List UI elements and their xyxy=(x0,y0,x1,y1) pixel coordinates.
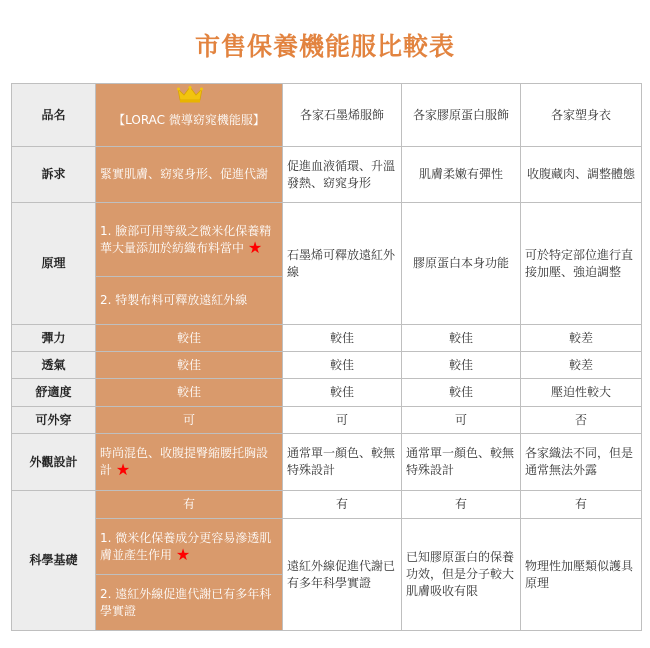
cell-comfort-lorac: 較佳 xyxy=(96,379,283,407)
cell-elasticity-shapewear: 較差 xyxy=(521,325,642,352)
row-elasticity xyxy=(12,325,642,352)
row-science-b xyxy=(12,519,642,575)
science-lorac-1-text: 1. 微米化保養成分更容易滲透肌膚並產生作用 xyxy=(100,530,272,562)
star-icon: ★ xyxy=(175,544,191,564)
cell-elasticity-lorac: 較佳 xyxy=(96,325,283,352)
page-title: 市售保養機能服比較表 xyxy=(194,32,455,61)
cell-science-lorac-2: 2. 遠紅外線促進代謝已有多年科學實證 xyxy=(96,575,283,631)
row-label-science: 科學基礎 xyxy=(12,491,96,631)
cell-appeal-lorac: 緊實肌膚、窈窕身形、促進代謝 xyxy=(96,147,283,203)
cell-science-graphene-has: 有 xyxy=(283,491,402,519)
cell-breath-lorac: 較佳 xyxy=(96,352,283,379)
cell-science-collagen: 已知膠原蛋白的保養功效，但是分子較大肌膚吸收有限 xyxy=(402,519,521,631)
cell-appeal-graphene: 促進血液循環、升溫發熱、窈窕身形 xyxy=(283,147,402,203)
row-appeal xyxy=(12,147,642,203)
cell-principle-shapewear: 可於特定部位進行直接加壓、強迫調整 xyxy=(521,203,642,325)
cell-principle-lorac-2: 2. 特製布料可釋放遠紅外線 xyxy=(96,277,283,325)
cell-breath-shapewear: 較差 xyxy=(521,352,642,379)
comparison-table xyxy=(11,83,642,631)
crown-icon xyxy=(177,86,203,103)
row-label-elasticity: 彈力 xyxy=(12,325,96,352)
col-header-lorac: 【LORAC 微導窈窕機能服】 xyxy=(96,84,283,147)
col-header-graphene: 各家石墨烯服飾 xyxy=(283,84,402,147)
cell-comfort-graphene: 較佳 xyxy=(283,379,402,407)
cell-science-lorac-has: 有 xyxy=(96,491,283,519)
cell-appeal-shapewear: 收腹藏肉、調整體態 xyxy=(521,147,642,203)
cell-science-collagen-has: 有 xyxy=(402,491,521,519)
star-icon: ★ xyxy=(247,237,263,257)
cell-appeal-collagen: 肌膚柔嫩有彈性 xyxy=(402,147,521,203)
row-breath xyxy=(12,352,642,379)
cell-principle-lorac-1 xyxy=(96,203,283,277)
row-label-outer: 可外穿 xyxy=(12,407,96,434)
cell-elasticity-collagen: 較佳 xyxy=(402,325,521,352)
cell-outer-lorac: 可 xyxy=(96,407,283,434)
principle-lorac-1-text: 1. 臉部可用等級之微米化保養精華大量添加於紡織布料當中 xyxy=(100,223,272,255)
cell-outer-shapewear: 否 xyxy=(521,407,642,434)
header-row xyxy=(12,84,642,147)
cell-outer-collagen: 可 xyxy=(402,407,521,434)
cell-science-lorac-1 xyxy=(96,519,283,575)
design-lorac-text: 時尚混色、收腹提臀縮腰托胸設計 xyxy=(100,446,269,477)
col-header-collagen: 各家膠原蛋白服飾 xyxy=(402,84,521,147)
row-principle-a xyxy=(12,203,642,277)
cell-principle-graphene: 石墨烯可釋放遠紅外線 xyxy=(283,203,402,325)
cell-comfort-shapewear: 壓迫性較大 xyxy=(521,379,642,407)
row-label-comfort: 舒適度 xyxy=(12,379,96,407)
cell-science-shapewear: 物理性加壓類似護具原理 xyxy=(521,519,642,631)
cell-design-collagen: 通常單一顏色、較無特殊設計 xyxy=(402,434,521,491)
cell-comfort-collagen: 較佳 xyxy=(402,379,521,407)
row-label-principle: 原理 xyxy=(12,203,96,325)
cell-breath-graphene: 較佳 xyxy=(283,352,402,379)
cell-breath-collagen: 較佳 xyxy=(402,352,521,379)
row-outer xyxy=(12,407,642,434)
col-header-name: 品名 xyxy=(12,84,96,147)
cell-design-shapewear: 各家織法不同，但是通常無法外露 xyxy=(521,434,642,491)
cell-outer-graphene: 可 xyxy=(283,407,402,434)
col-header-shapewear: 各家塑身衣 xyxy=(521,84,642,147)
star-icon: ★ xyxy=(115,460,131,479)
row-label-design: 外觀設計 xyxy=(12,434,96,491)
row-label-appeal: 訴求 xyxy=(12,147,96,203)
cell-elasticity-graphene: 較佳 xyxy=(283,325,402,352)
row-science-a xyxy=(12,491,642,519)
cell-design-graphene: 通常單一顏色、較無特殊設計 xyxy=(283,434,402,491)
cell-science-shapewear-has: 有 xyxy=(521,491,642,519)
row-label-breath: 透氣 xyxy=(12,352,96,379)
cell-science-graphene: 遠紅外線促進代謝已有多年科學實證 xyxy=(283,519,402,631)
cell-principle-collagen: 膠原蛋白本身功能 xyxy=(402,203,521,325)
row-design xyxy=(12,434,642,491)
cell-design-lorac xyxy=(96,434,283,491)
row-comfort xyxy=(12,379,642,407)
